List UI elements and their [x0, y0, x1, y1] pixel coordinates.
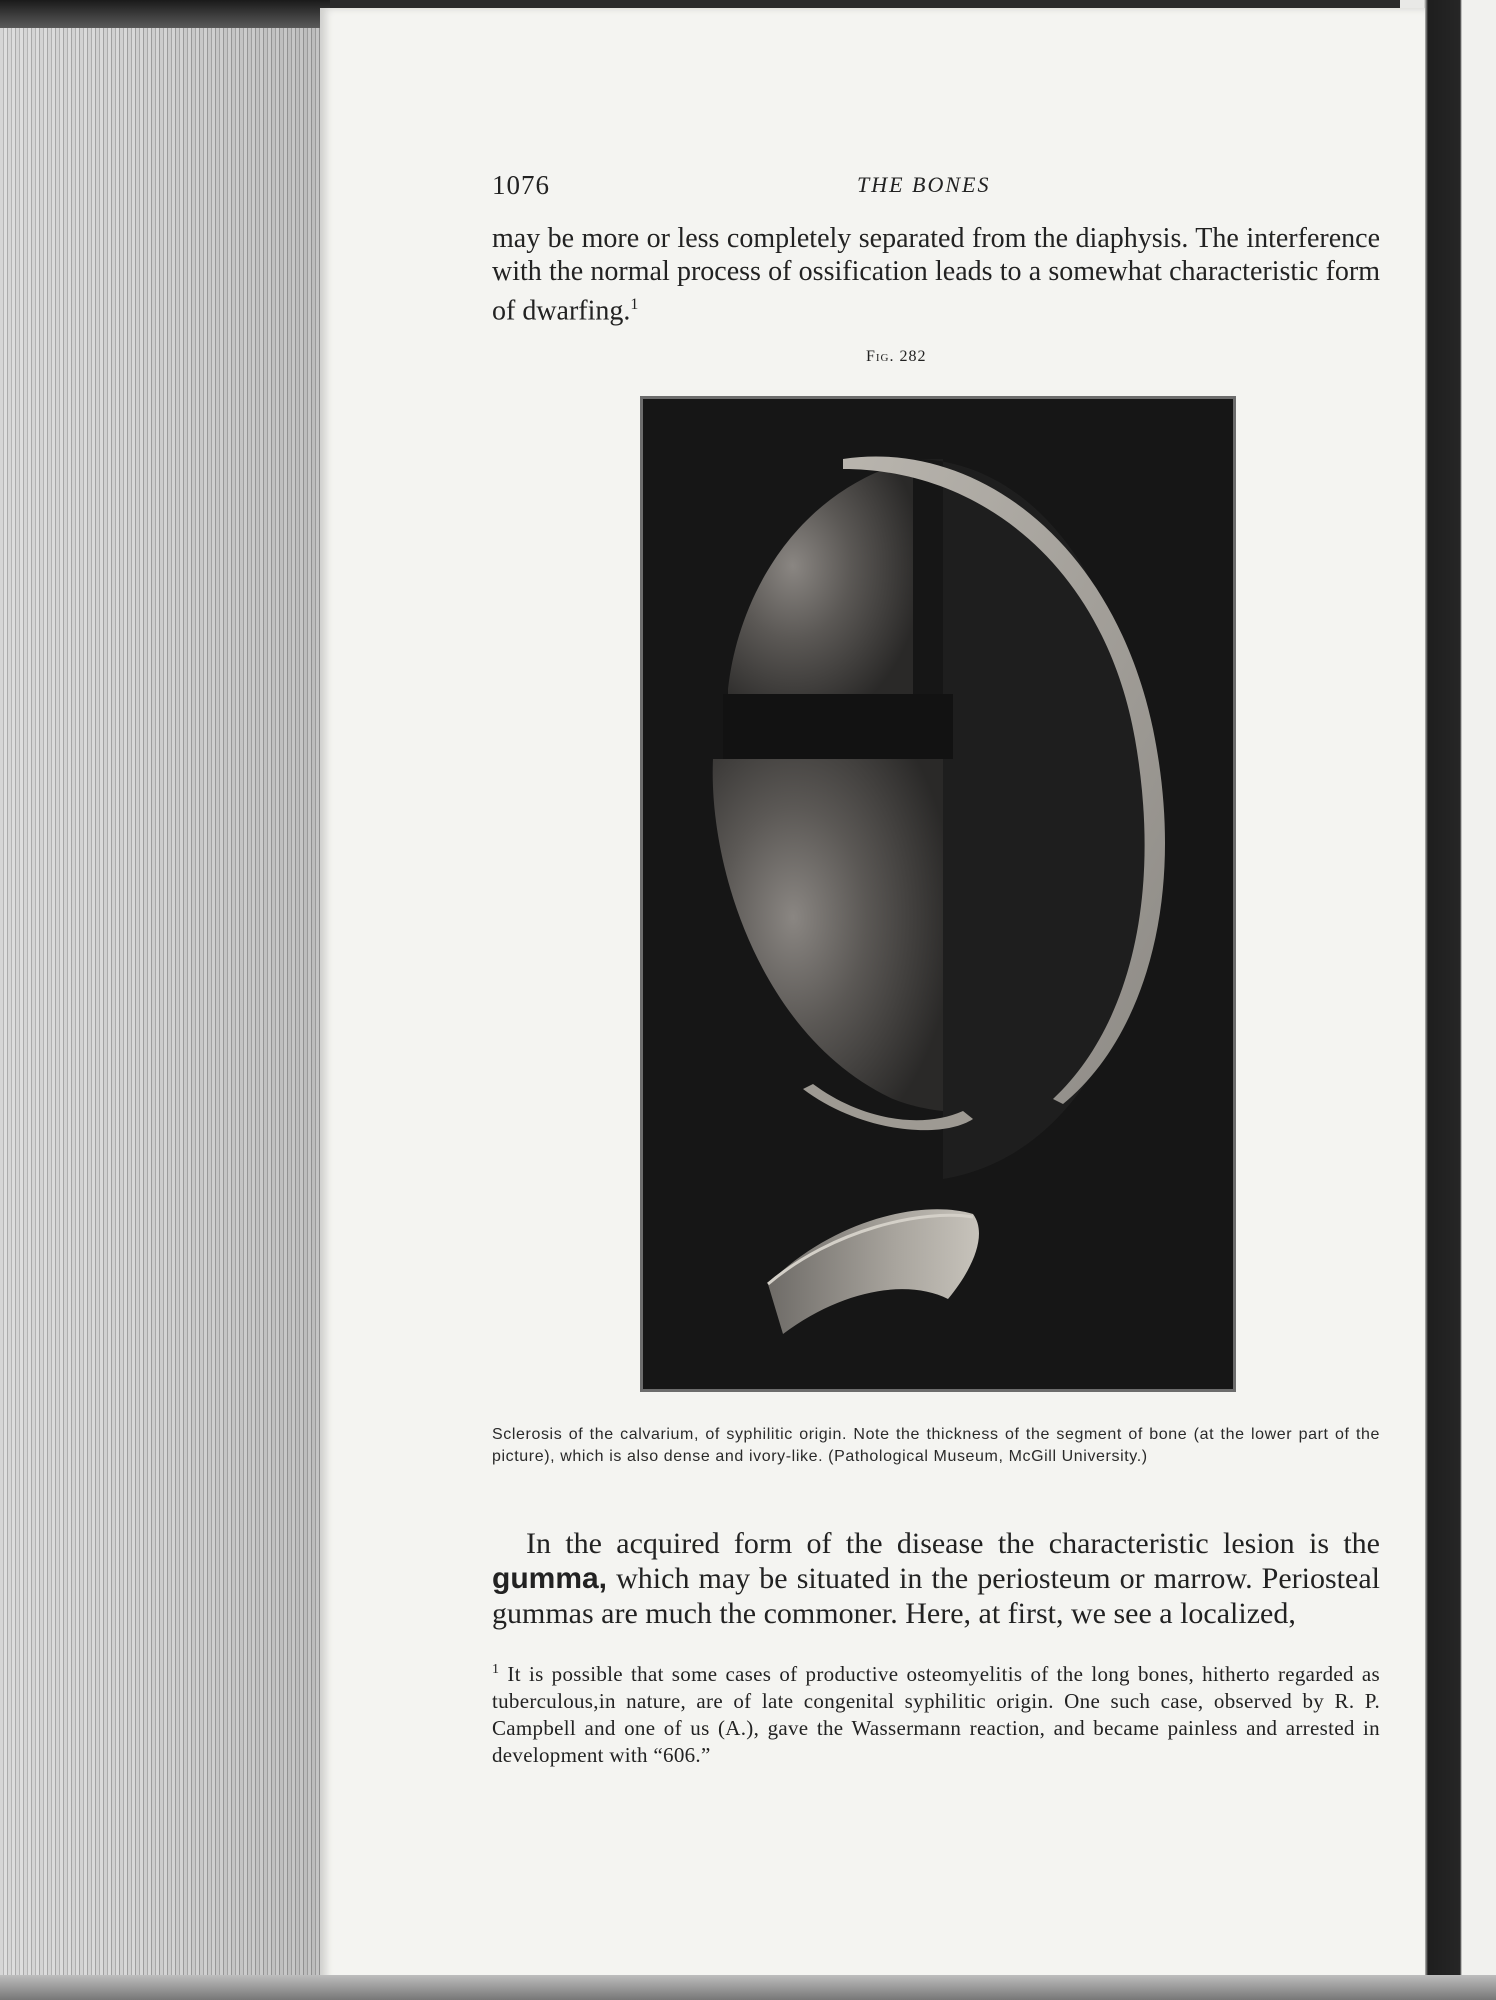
footnote — [492, 1656, 1380, 1769]
paragraph-main-text-start: In the acquired form of the disease the characteristic lesion is the — [526, 1527, 1380, 1560]
calvarium-photo-illustration — [643, 399, 1233, 1389]
paragraph-main — [492, 1526, 1380, 1631]
book-page-edges — [0, 0, 330, 2000]
paragraph-main-text-end: which may be situated in the periosteum or marrow. Periosteal gummas are much the commoner. Here, at first, we see a localized, — [492, 1562, 1380, 1630]
footnote-text: It is possible that some cases of productive osteomyelitis of the long bones, hitherto regarded as tuberculous,in nature, are of late congenital syphilitic origin. One such case, observed by R. P. Campbell and one of us (A.), gave the Wassermann reaction, and became painless and arrested in development with “606.” — [492, 1662, 1380, 1767]
figure-photograph — [640, 396, 1236, 1392]
running-head: THE BONES — [857, 172, 991, 197]
paragraph-top-text: may be more or less completely separated from the diaphysis. The interference with the normal process of ossification leads to a somewhat characteristic form of dwarfing. — [492, 223, 1380, 327]
term-gumma: gumma, — [492, 1562, 608, 1595]
figure-label: Fig. 282 — [866, 348, 927, 365]
paragraph-top — [492, 222, 1380, 327]
page-number: 1076 — [492, 170, 550, 200]
book-bottom-rim — [0, 1975, 1496, 2000]
book-top-rim — [0, 0, 330, 28]
footnote-reference: 1 — [630, 296, 639, 313]
page-header — [492, 170, 1372, 210]
footnote-marker: 1 — [492, 1662, 500, 1677]
figure-caption: Sclerosis of the calvarium, of syphilitic origin. Note the thickness of the segment of bone (at the lower part of the picture), which is also dense and ivory-like. (Pathological Museum, McGill University.) — [492, 1426, 1380, 1465]
